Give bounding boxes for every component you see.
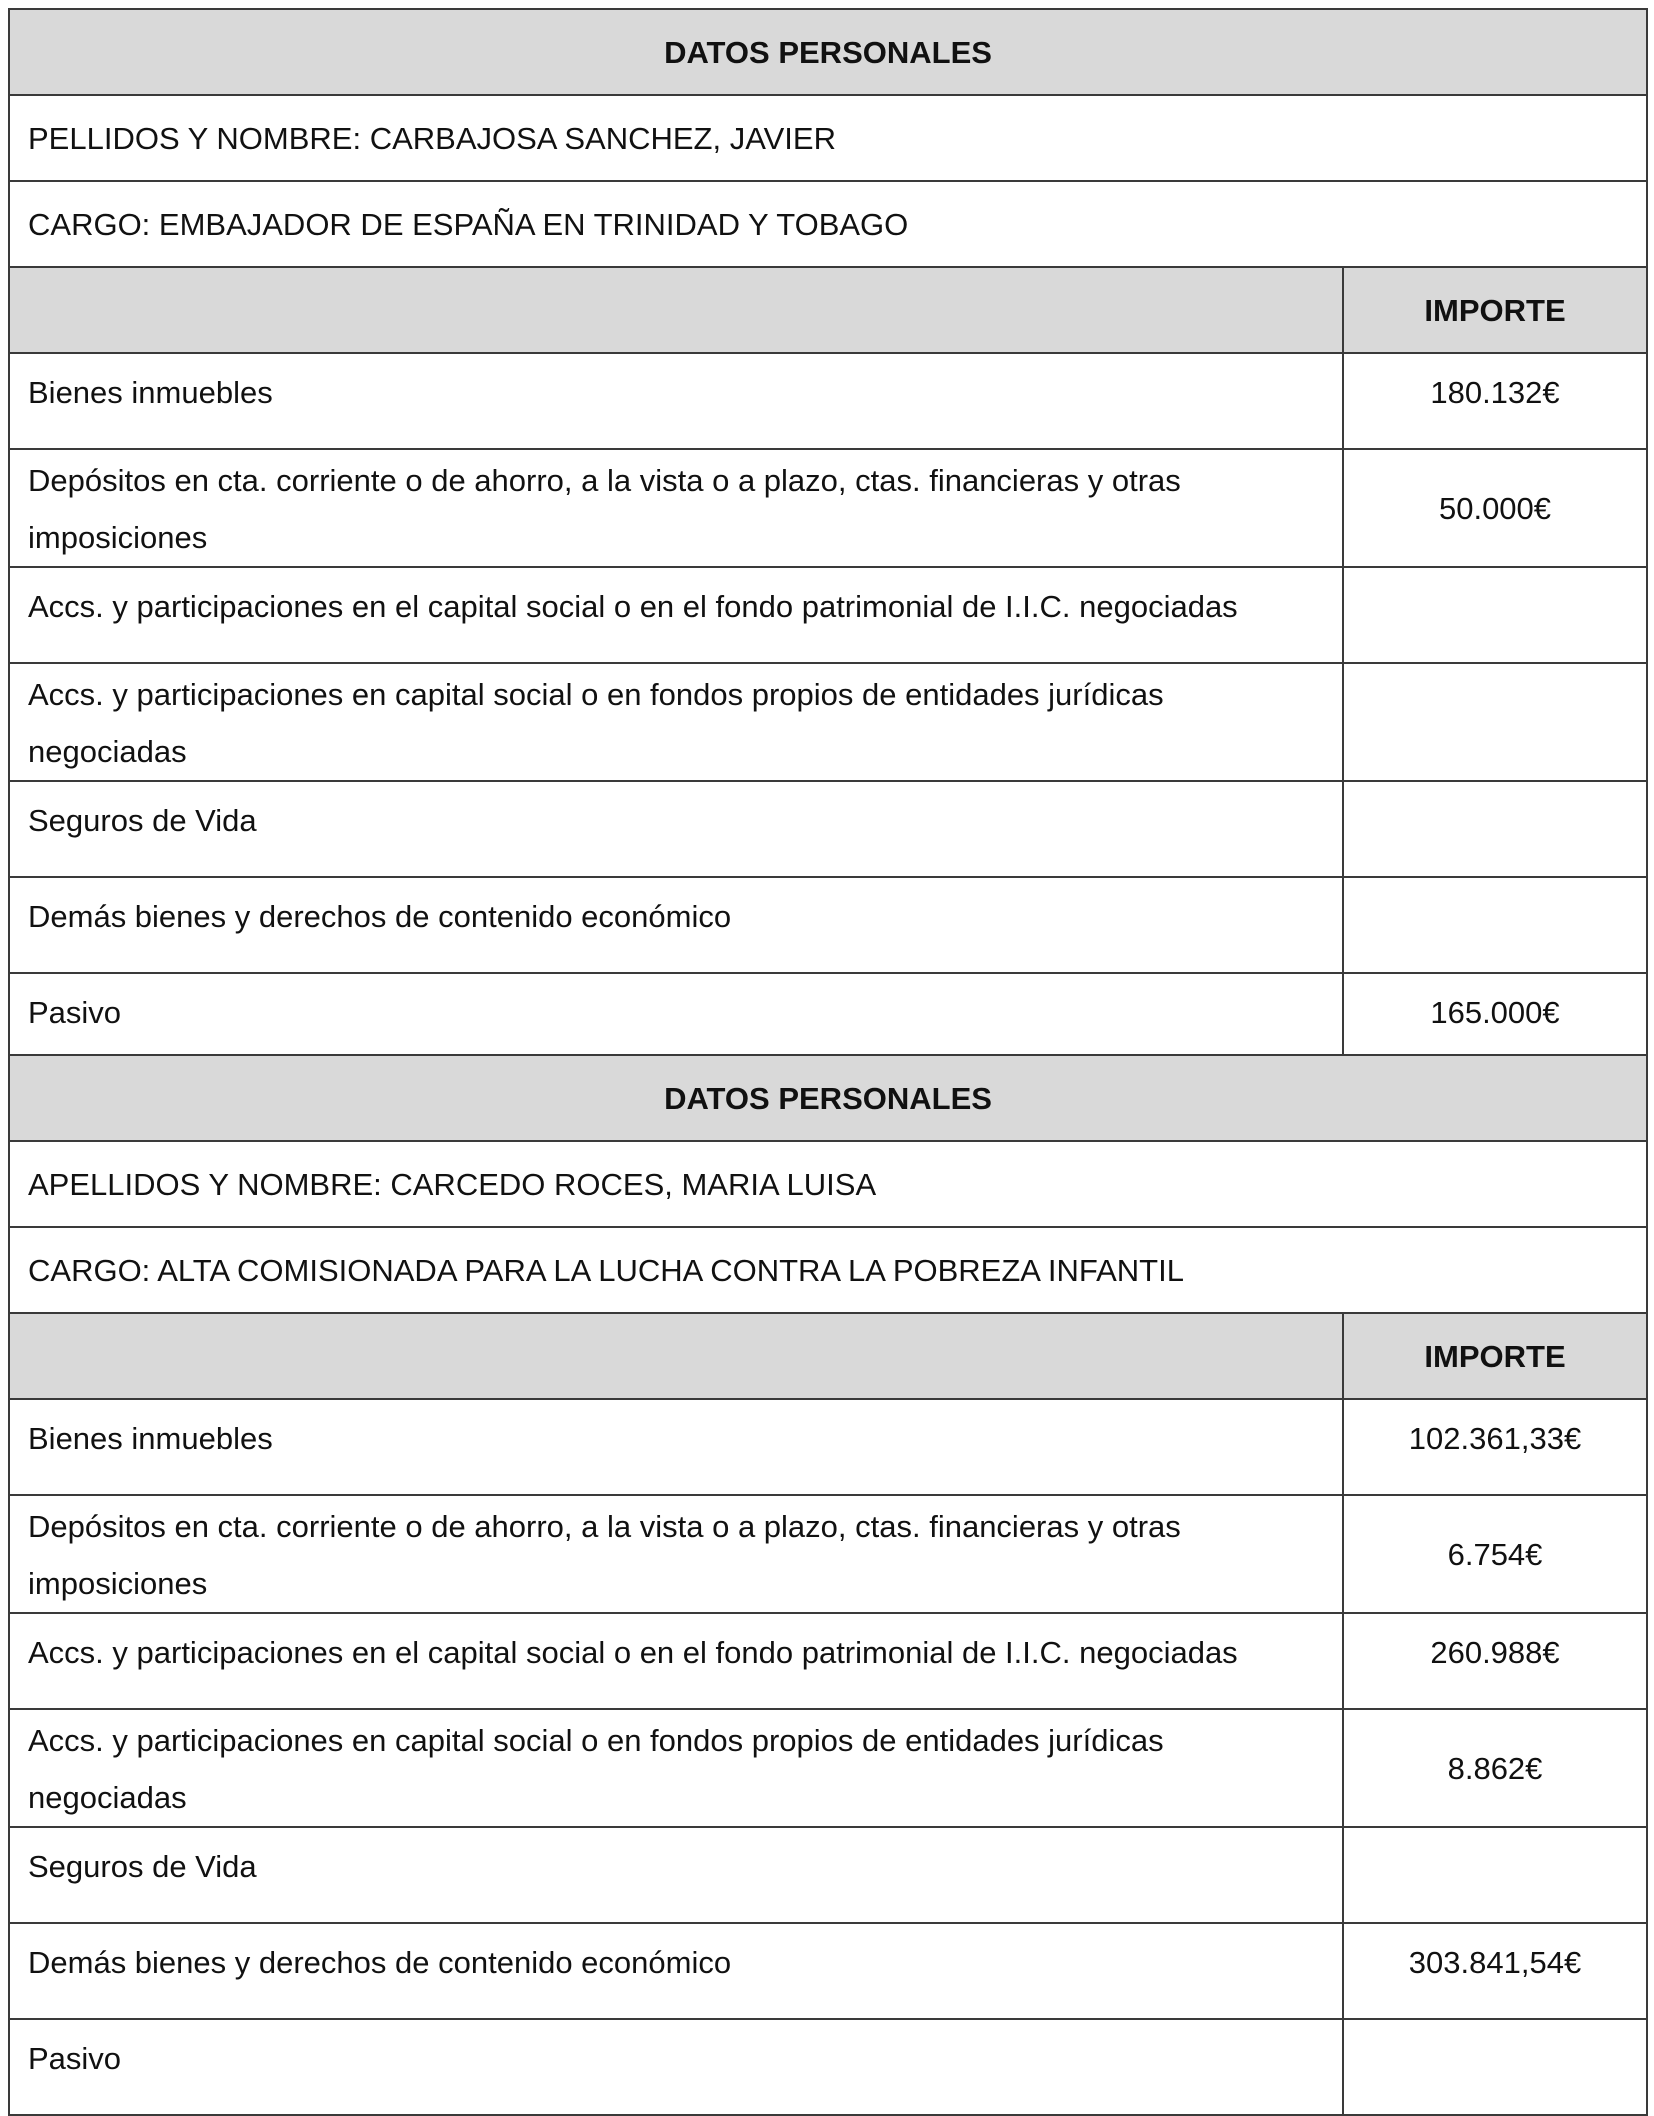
row-amount [1343,567,1647,663]
row-amount: 165.000€ [1343,973,1647,1069]
row-amount: 50.000€ [1343,449,1647,567]
row-amount [1343,1827,1647,1923]
table-row [9,1827,1647,1923]
row-label: Bienes inmuebles [9,353,1343,449]
blank-header-cell [9,267,1343,353]
row-amount: 8.862€ [1343,1709,1647,1827]
section-header: DATOS PERSONALES [9,1055,1647,1141]
row-label: Demás bienes y derechos de contenido económico [9,1923,1343,2019]
table-row [9,567,1647,663]
cargo-field: CARGO: EMBAJADOR DE ESPAÑA EN TRINIDAD Y TOBAGO [9,181,1647,267]
row-label: Accs. y participaciones en el capital social o en el fondo patrimonial de I.I.C. negociadas [9,1613,1343,1709]
row-amount: 6.754€ [1343,1495,1647,1613]
row-amount: 303.841,54€ [1343,1923,1647,2019]
table-row [9,1923,1647,2019]
declaration-table-2 [8,1054,1648,2116]
table-row [9,1709,1647,1827]
blank-header-cell [9,1313,1343,1399]
row-label: Pasivo [9,2019,1343,2115]
importe-header: IMPORTE [1343,1313,1647,1399]
table-row [9,353,1647,449]
row-label: Bienes inmuebles [9,1399,1343,1495]
row-label: Seguros de Vida [9,781,1343,877]
row-label: Accs. y participaciones en capital social o en fondos propios de entidades jurídicas negociadas [9,1709,1343,1827]
row-label: Accs. y participaciones en el capital social o en el fondo patrimonial de I.I.C. negociadas [9,567,1343,663]
nombre-field: PELLIDOS Y NOMBRE: CARBAJOSA SANCHEZ, JAVIER [9,95,1647,181]
row-label: Accs. y participaciones en capital social o en fondos propios de entidades jurídicas negociadas [9,663,1343,781]
row-amount: 180.132€ [1343,353,1647,449]
row-label: Pasivo [9,973,1343,1069]
row-amount: 260.988€ [1343,1613,1647,1709]
row-amount: 102.361,33€ [1343,1399,1647,1495]
row-label: Seguros de Vida [9,1827,1343,1923]
nombre-field: APELLIDOS Y NOMBRE: CARCEDO ROCES, MARIA LUISA [9,1141,1647,1227]
table-row [9,1399,1647,1495]
table-row [9,449,1647,567]
row-label: Depósitos en cta. corriente o de ahorro, a la vista o a plazo, ctas. financieras y otras imposiciones [9,449,1343,567]
row-amount [1343,781,1647,877]
table-row [9,663,1647,781]
table-row [9,2019,1647,2115]
row-amount [1343,2019,1647,2115]
table-row [9,1613,1647,1709]
row-amount [1343,877,1647,973]
cargo-field: CARGO: ALTA COMISIONADA PARA LA LUCHA CONTRA LA POBREZA INFANTIL [9,1227,1647,1313]
table-row [9,781,1647,877]
declaration-table-1 [8,8,1648,1070]
section-header: DATOS PERSONALES [9,9,1647,95]
table-row [9,877,1647,973]
table-row [9,1495,1647,1613]
row-label: Demás bienes y derechos de contenido económico [9,877,1343,973]
row-label: Depósitos en cta. corriente o de ahorro, a la vista o a plazo, ctas. financieras y otras imposiciones [9,1495,1343,1613]
row-amount [1343,663,1647,781]
importe-header: IMPORTE [1343,267,1647,353]
